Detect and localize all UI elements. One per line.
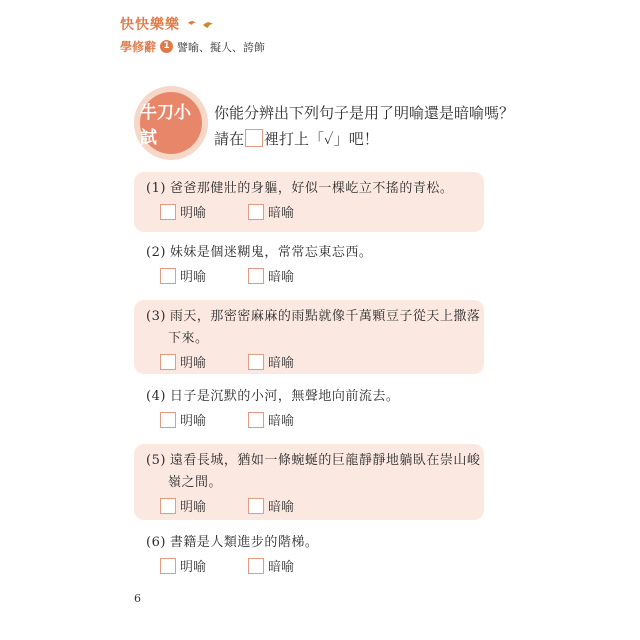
question-text: (3) 雨天，那密密麻麻的雨點就像千萬顆豆子從天上撒落: [146, 309, 481, 324]
option-metaphor[interactable]: 暗喻: [248, 556, 294, 575]
quiz-badge: [134, 86, 208, 160]
book-title: 學修辭: [120, 40, 157, 54]
checkbox[interactable]: [160, 204, 176, 220]
quiz-badge-label: 牛刀小試: [140, 92, 202, 154]
instruction-line-2: 請在 裡打上「✓」吧！: [214, 130, 379, 148]
checkbox[interactable]: [160, 558, 176, 574]
checkbox[interactable]: [248, 498, 264, 514]
instruction-line-1: 你能分辨出下列句子是用了明喻還是暗喻嗎？: [214, 104, 515, 122]
option-metaphor[interactable]: 暗喻: [248, 496, 294, 515]
question-item: [134, 300, 484, 374]
checkbox[interactable]: [248, 354, 264, 370]
checkbox[interactable]: [160, 354, 176, 370]
checkbox[interactable]: [160, 498, 176, 514]
question-item: [134, 530, 484, 584]
option-simile[interactable]: 明喻: [160, 496, 206, 515]
option-metaphor[interactable]: 暗喻: [248, 202, 294, 221]
question-text-cont: 下來。: [168, 331, 209, 346]
question-item: [134, 444, 484, 520]
question-item: [134, 172, 484, 232]
page-number: 6: [134, 592, 141, 605]
birds-icon: [186, 17, 216, 31]
question-text-cont: 嶺之間。: [168, 475, 223, 490]
question-text: (6) 書籍是人類進步的階梯。: [146, 535, 319, 550]
page-header: [120, 14, 265, 55]
checkbox[interactable]: [160, 268, 176, 284]
question-item: [134, 240, 484, 294]
book-subtitle: [120, 38, 265, 55]
chapter-number: 1: [160, 40, 173, 53]
option-metaphor[interactable]: 暗喻: [248, 352, 294, 371]
question-text: (2) 妹妹是個迷糊鬼，常常忘東忘西。: [146, 245, 373, 260]
option-simile[interactable]: 明喻: [160, 410, 206, 429]
brand-title: 快快樂樂: [120, 17, 180, 33]
option-simile[interactable]: 明喻: [160, 556, 206, 575]
checkbox[interactable]: [248, 558, 264, 574]
option-simile[interactable]: 明喻: [160, 266, 206, 285]
checkbox[interactable]: [248, 412, 264, 428]
checkbox[interactable]: [248, 268, 264, 284]
question-text: (5) 遠看長城，猶如一條蜿蜒的巨龍靜靜地躺臥在崇山峻: [146, 453, 481, 468]
example-checkbox-icon: [245, 129, 263, 147]
question-text: (4) 日子是沉默的小河，無聲地向前流去。: [146, 389, 400, 404]
option-metaphor[interactable]: 暗喻: [248, 266, 294, 285]
option-simile[interactable]: 明喻: [160, 202, 206, 221]
checkbox[interactable]: [248, 204, 264, 220]
question-item: [134, 384, 484, 438]
option-metaphor[interactable]: 暗喻: [248, 410, 294, 429]
question-text: (1) 爸爸那健壯的身軀，好似一棵屹立不搖的青松。: [146, 181, 454, 196]
checkbox[interactable]: [160, 412, 176, 428]
option-simile[interactable]: 明喻: [160, 352, 206, 371]
chapter-topic: 譬喻、擬人、誇飾: [177, 40, 266, 54]
series-brand: [120, 14, 265, 34]
instructions: [214, 100, 514, 152]
